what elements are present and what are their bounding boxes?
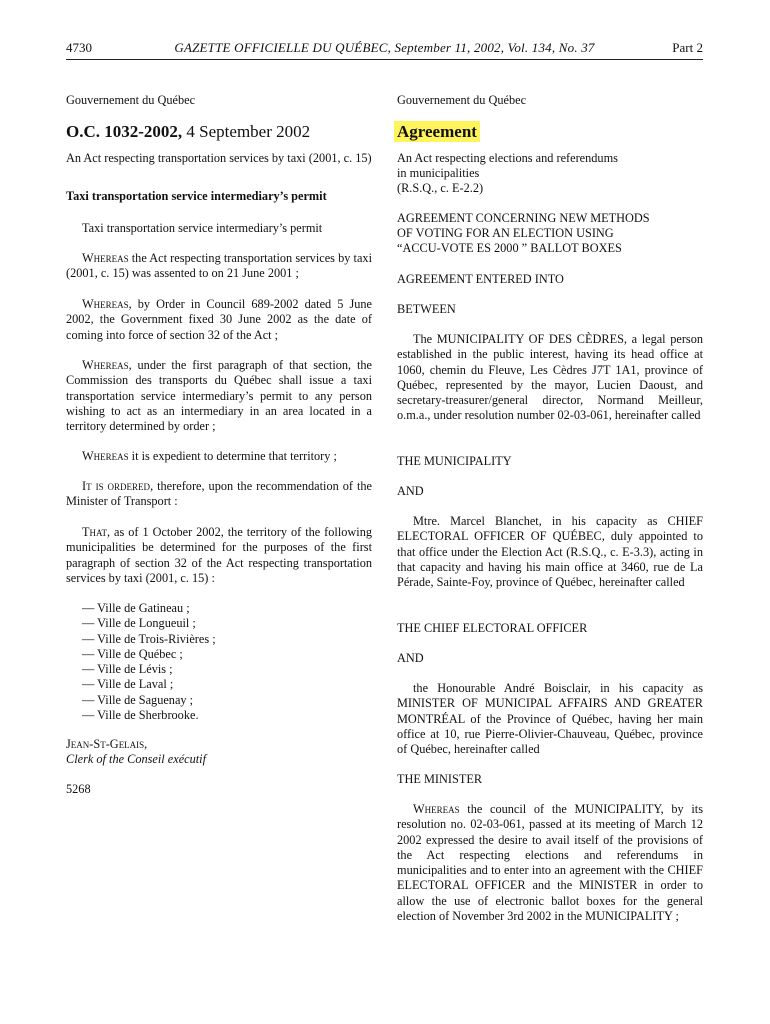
list-item: — Ville de Gatineau ;	[82, 601, 190, 615]
ordered-paragraph: It is ordered, therefore, upon the recommendation of the Minister of Transport :	[66, 479, 372, 509]
header-rule	[66, 59, 703, 60]
agreement-caption-line-2: OF VOTING FOR AN ELECTION USING	[397, 226, 614, 240]
list-item: — Ville de Laval ;	[82, 677, 174, 692]
party-minister: THE MINISTER	[397, 772, 483, 786]
act-reference: An Act respecting transportation services by taxi (2001, c. 15)	[66, 151, 372, 165]
section-subheading: Taxi transportation service intermediary’s permit	[82, 221, 323, 235]
whereas-paragraph-4: Whereas it is expedient to determine that territory ;	[82, 449, 337, 463]
government-label: Gouvernement du Québec	[66, 93, 196, 107]
officer-paragraph: Mtre. Marcel Blanchet, in his capacity as CHIEF ELECTORAL OFFICER OF QUÉBEC, duly appointed to that office under the Election Act (R.S.Q., c. E-3.3), acting in that capacity and having his main office at 3460, rue de La Pérade, Sainte-Foy, province of Québec, hereinafter called	[397, 514, 703, 590]
agreement-title-wrap	[394, 121, 700, 142]
part-label: Part 2	[672, 40, 703, 55]
oc-number: O.C. 1032-2002,	[66, 122, 183, 141]
government-label: Gouvernement du Québec	[397, 93, 527, 107]
whereas-council-paragraph: Whereas the council of the MUNICIPALITY, by its resolution no. 02-03-061, passed at its meeting of March 12 2002 expressed the desire to avail itself of the provisions of the Act respecting elections and referendums in municipalities and to enter into an agreement with the CHIEF ELECTORAL OFFICER and the MINISTER in order to allow the use of electronic ballot boxes for the general election of November 3rd 2002 in the MUNICIPALITY ;	[397, 802, 703, 924]
page-number: 4730	[66, 40, 92, 55]
list-item: — Ville de Lévis ;	[82, 662, 173, 677]
signer-name: Jean-St-Gelais,	[66, 737, 148, 751]
between-label: BETWEEN	[397, 302, 456, 316]
act-line-2: in municipalities	[397, 166, 480, 180]
list-item: — Ville de Saguenay ;	[82, 692, 194, 707]
and-label-1: AND	[397, 484, 424, 498]
act-line-1: An Act respecting elections and referendums	[397, 151, 618, 165]
agreement-title: Agreement	[394, 121, 480, 142]
minister-paragraph: the Honourable André Boisclair, in his capacity as MINISTER OF MUNICIPAL AFFAIRS AND GREATER MONTRÉAL of the Province of Québec, having her main office at 10, rue Pierre-Olivier-Chauveau, Québec, province of Québec, hereinafter called	[397, 681, 703, 757]
list-item: — Ville de Québec ;	[82, 646, 183, 661]
order-in-council-title	[66, 122, 372, 142]
list-item: — Ville de Longueuil ;	[82, 616, 196, 631]
agreement-caption-line-1: AGREEMENT CONCERNING NEW METHODS	[397, 211, 650, 225]
list-item: — Ville de Sherbrooke.	[82, 708, 199, 723]
list-item: — Ville de Trois-Rivières ;	[82, 631, 216, 646]
whereas-paragraph-1: Whereas the Act respecting transportation services by taxi (2001, c. 15) was assented to on 21 June 2001 ;	[66, 251, 372, 281]
oc-date: 4 September 2002	[182, 122, 311, 141]
party-municipality: THE MUNICIPALITY	[397, 454, 512, 468]
whereas-paragraph-2: Whereas, by Order in Council 689-2002 dated 5 June 2002, the Government fixed 30 June 2002 as the date of coming into force of section 32 of the Act ;	[66, 297, 372, 342]
party-chief-electoral-officer: THE CHIEF ELECTORAL OFFICER	[397, 621, 588, 635]
act-line-3: (R.S.Q., c. E-2.2)	[397, 181, 484, 195]
city-list	[66, 601, 388, 723]
running-header	[66, 40, 703, 60]
whereas-paragraph-3: Whereas, under the first paragraph of that section, the Commission des transports du Québec shall issue a taxi transportation service intermediary’s permit to any person wishing to act as an intermediary in an area located in a territory determined by order ;	[66, 358, 372, 434]
that-paragraph: That, as of 1 October 2002, the territory of the following municipalities be determined for the purposes of the first paragraph of section 32 of the Act respecting transportation services by taxi (2001, c. 15) :	[66, 525, 372, 585]
municipality-paragraph: The MUNICIPALITY OF DES CÈDRES, a legal person established in the public interest, having its head office at 1060, chemin du Fleuve, Les Cèdres J7T 1A1, province of Québec, represented by the mayor, Lucien Daoust, and secretary-treasurer/general director, Normand Meilleur, o.m.a., under resolution number 02-03-061, hereinafter called	[397, 332, 703, 423]
and-label-2: AND	[397, 651, 424, 665]
agreement-caption-line-3: “ACCU-VOTE ES 2000 ” BALLOT BOXES	[397, 241, 622, 255]
gazette-title: GAZETTE OFFICIELLE DU QUÉBEC, September 11, 2002, Vol. 134, No. 37	[174, 40, 595, 55]
document-number: 5268	[66, 782, 91, 796]
agreement-entered: AGREEMENT ENTERED INTO	[397, 272, 564, 286]
section-heading: Taxi transportation service intermediary’s permit	[66, 189, 327, 203]
signer-title: Clerk of the Conseil exécutif	[66, 752, 207, 766]
